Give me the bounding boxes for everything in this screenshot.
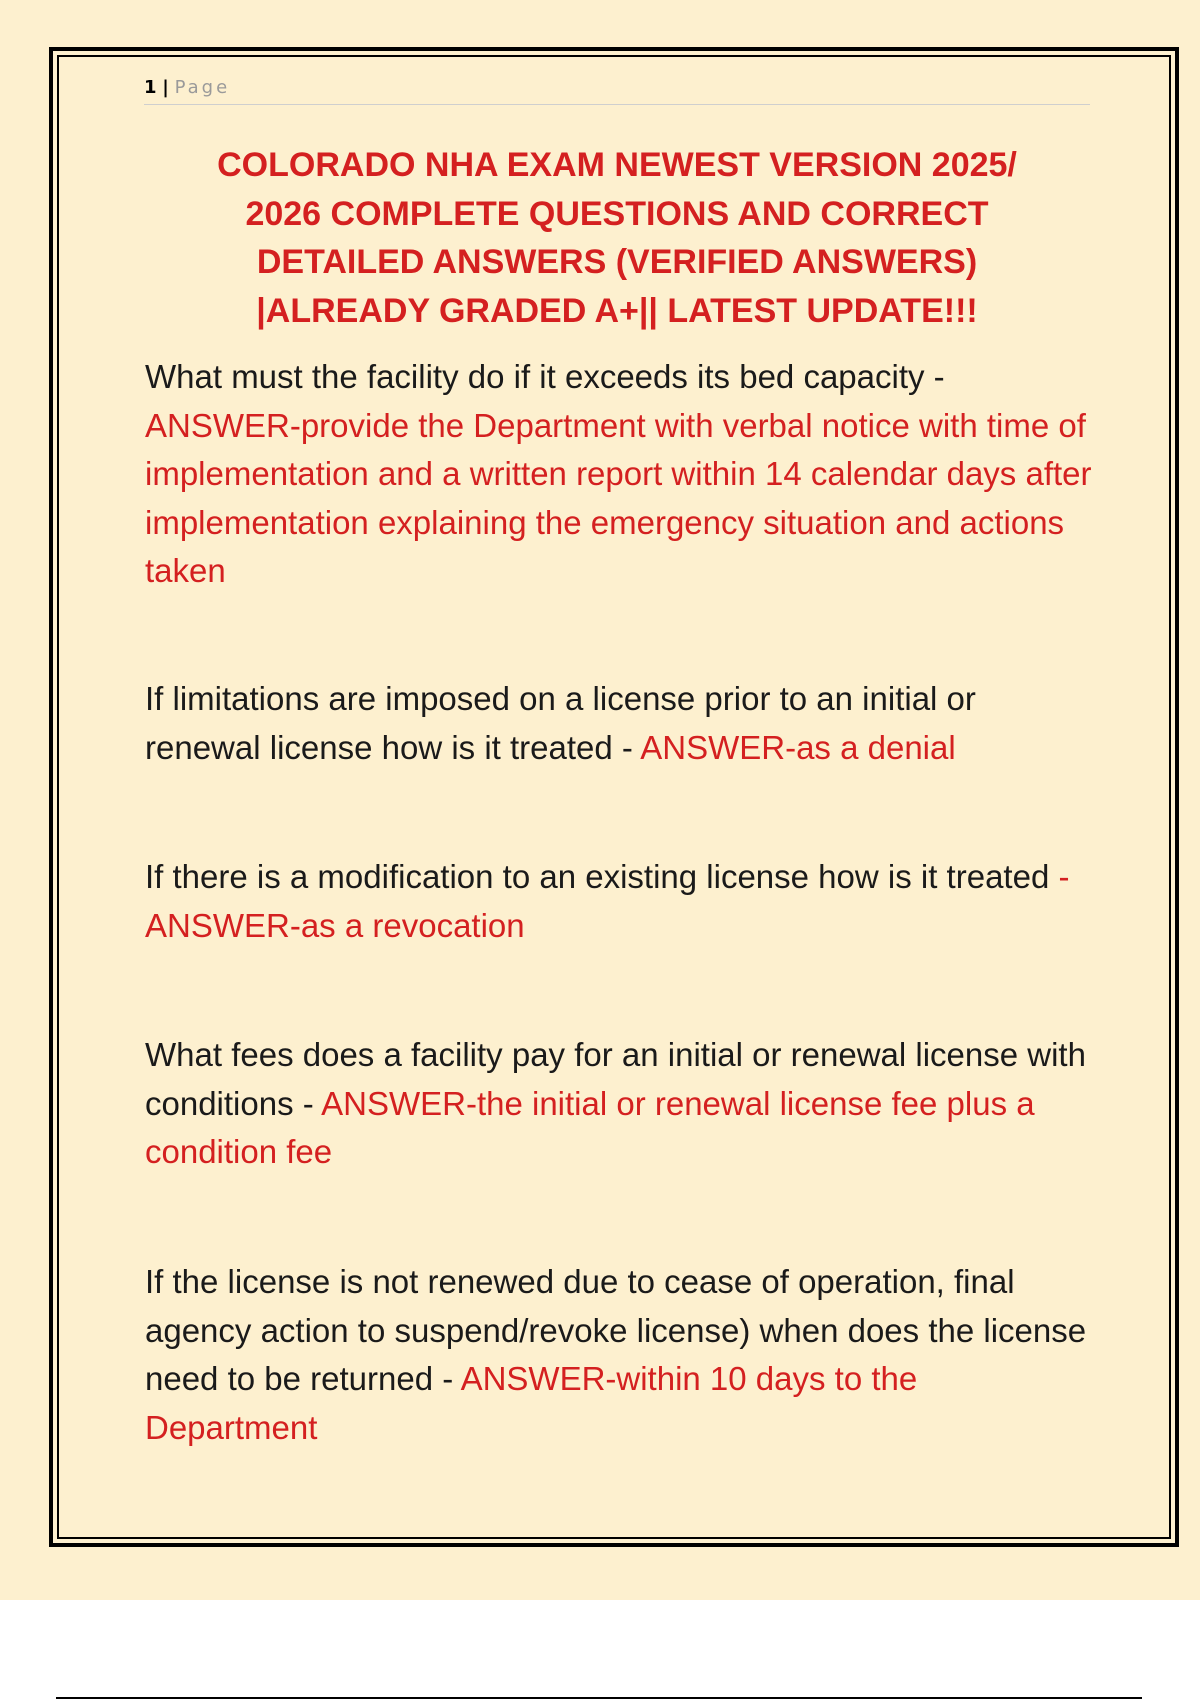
page-header (144, 74, 1090, 105)
page-number: 1 (144, 77, 157, 98)
question-text: What must the facility do if it exceeds its bed capacity - (145, 358, 945, 395)
document-title (144, 141, 1090, 335)
qa-item (145, 853, 1095, 950)
qa-item (145, 353, 1095, 596)
title-line: 2026 COMPLETE QUESTIONS AND CORRECT (245, 194, 989, 233)
title-line: COLORADO NHA EXAM NEWEST VERSION 2025/ (217, 146, 1017, 184)
question-text: If there is a modification to an existing license how is it treated (145, 858, 1059, 895)
answer-text: ANSWER-within 10 days to the Department (145, 1360, 918, 1446)
qa-item (145, 1031, 1095, 1177)
qa-item (145, 675, 1095, 772)
question-text: If the license is not renewed due to cease of operation, final agency action to suspend/revoke license) when does the license need to be returned - (145, 1263, 1087, 1397)
title-line: DETAILED ANSWERS (VERIFIED ANSWERS) (256, 243, 978, 281)
page-label: Page (174, 77, 231, 98)
question-text: If limitations are imposed on a license prior to an initial or renewal license how is it treated - (145, 680, 976, 766)
answer-text: ANSWER-the initial or renewal license fee plus a condition fee (145, 1084, 1035, 1170)
answer-text: ANSWER-as a denial (640, 728, 956, 766)
page-separator: | (162, 77, 169, 98)
answer-text: ANSWER-provide the Department with verbal notice with time of implementation and a written report within 14 calendar days after implementation explaining the emergency situation and actions taken (145, 406, 1092, 589)
qa-item (145, 1258, 1095, 1452)
question-text: What fees does a facility pay for an initial or renewal license with conditions - (145, 1036, 1086, 1122)
answer-text: - ANSWER-as a revocation (145, 858, 1070, 944)
next-page-border (56, 1697, 1142, 1699)
title-line: |ALREADY GRADED A+|| LATEST UPDATE!!! (256, 291, 978, 330)
